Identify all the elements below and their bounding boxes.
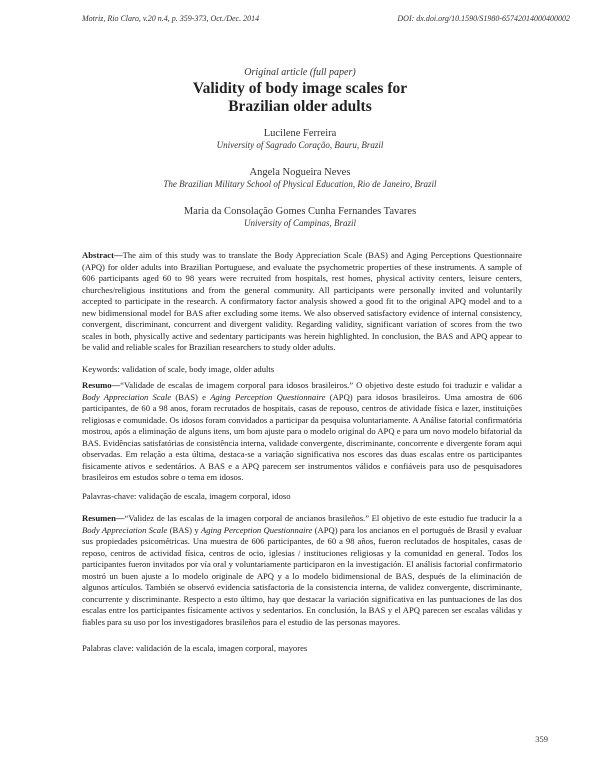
title-line-2: Brazilian older adults [228, 98, 372, 115]
resumo-label: Resumo— [82, 380, 121, 390]
abstract-portuguese [82, 380, 522, 484]
keywords-spanish: Palabras clave: validación de la escala, imagen corporal, mayores [82, 643, 308, 653]
doi: DOI: dx.doi.org/10.1590/S1980-65742014000400002 [397, 14, 570, 23]
resumen-text-part3: (APQ) para los ancianos en el portugués de Brasil y evaluar sus propiedades psicométricas. Una muestra de 606 participantes, de 60 a 98 años, fueron reclutados de hospitales, casas de reposo, centros de actividad física, centros de ocio, iglesias / instituciones religiosas y la comunidad en general. Todos los participantes fueron invitados por vía oral y voluntariamente participaron en la investigación. El análisis factorial confirmatorio mostró un buen ajuste a lo modelo originale de APQ y a lo modelo bidimensional de BAS, después de la eliminación de algunos artículos. También se observó evidencia satisfactoria de la consistencia interna, de validez convergente, discriminante, concurrente y discriminante. Respecto a esto último, hay que destacar la variación significativa en las puntuaciones de las dos escalas entre los participantes físicamente activos y sedentarios. En conclusión, la BAS y el APQ parecen ser escalas válidas y fiables para su uso por los investigadores brasileños para el estudio de las personas mayores. [82, 524, 523, 627]
keywords-portuguese: Palavras-chave: validação de escala, imagem corporal, idoso [82, 491, 291, 501]
journal-reference: Motriz, Rio Claro, v.20 n.4, p. 359-373, Oct./Dec. 2014 [82, 14, 260, 23]
title-block [0, 67, 600, 116]
title-line-1: Validity of body image scales for [192, 80, 408, 97]
resumo-text-part1: “Validade de escalas de imagem corporal para idosos brasileiros.” O objetivo deste estudo foi traduzir e validar a [120, 380, 522, 390]
abstract-spanish [82, 513, 522, 628]
abstract-text: The aim of this study was to translate the Body Appreciation Scale (BAS) and Aging Perceptions Questionnaire (APQ) for older adults into Brazilian Portuguese, and evaluate the psychometric properties of these instruments. A sample of 606 participants aged 60 to 98 years were recruited from hospitals, rest homes, physical activity centers, leisure centers, churches/religious institutions and from the general community. All participants were personally invited and voluntarily accepted to participate in the research. A confirmatory factor analysis showed a good fit to the original APQ model and to a new bidimensional model for BAS after excluding some items. We also observed satisfactory evidence of internal consistency, convergent, discriminant, concurrent and divergent validity. Regarding validity, significant variation of scores from the two scales in both, physically active and sedentary participants was herein highlighted. In conclusion, the BAS and APQ appear to be valid and reliable scales for Brazilian researchers to study older adults. [82, 250, 522, 353]
abstract-label: Abstract— [82, 250, 123, 260]
author-affiliation: University of Campinas, Brazil [244, 218, 356, 228]
resumen-italic-bas: Body Appreciation Scale [82, 524, 168, 535]
author-name: Maria da Consolação Gomes Cunha Fernandes Tavares [183, 206, 417, 217]
author-name: Angela Nogueira Neves [249, 167, 351, 178]
author-1 [0, 128, 600, 150]
resumo-italic-bas: Body Appreciation Scale [82, 391, 172, 402]
article-type: Original article (full paper) [244, 67, 356, 78]
keywords-english: Keywords: validation of scale, body image, older adults [82, 364, 275, 374]
author-3 [0, 206, 600, 228]
abstract-english [82, 250, 522, 354]
author-affiliation: University of Sagrado Coração, Bauru, Brazil [216, 140, 384, 150]
page-title [0, 80, 600, 116]
resumo-text-part2: (BAS) e [171, 391, 211, 402]
resumen-text-part1: “Validez de las escalas de la imagen corporal de ancianos brasileños.” El objetivo de este estudio fue traducir la a [124, 513, 522, 523]
author-affiliation: The Brazilian Military School of Physical Education, Rio de Janeiro, Brazil [163, 179, 437, 189]
resumo-italic-apq: Aging Perception Questionnaire [210, 391, 326, 402]
resumen-text-part2: (BAS) y [167, 524, 201, 535]
author-2 [0, 167, 600, 189]
resumen-italic-apq: Aging Perception Questionnaire [200, 524, 313, 535]
resumo-text-part3: (APQ) para idosos brasileiros. Uma amostra de 606 participantes, de 60 a 98 anos, foram recrutados de hospitais, casas de repouso, centros de atividade física e lazer, instituições religiosas e comunidade. Os idosos foram convidados a participar da pesquisa voluntariamente. A Análise fatorial confirmatória mostrou, após a eliminação de alguns itens, um bom ajuste para o modelo original do APQ e para um novo modelo bifatorial da BAS. Evidências satisfatórias de consistência interna, validade convergente, discriminante, concorrente e divergente foram aqui observadas. Em relação a esta última, destaca-se a variação significativa nos escores das duas escalas entre os participantes fisicamente ativos e sedentários. A BAS e a APQ parecem ser instrumentos válidos e confiáveis para uso de pesquisadores brasileiros em estudos sobre o tema em idosos. [82, 391, 523, 483]
page-number: 359 [535, 734, 548, 744]
resumen-label: Resumen— [82, 513, 125, 523]
author-name: Lucilene Ferreira [263, 128, 337, 139]
